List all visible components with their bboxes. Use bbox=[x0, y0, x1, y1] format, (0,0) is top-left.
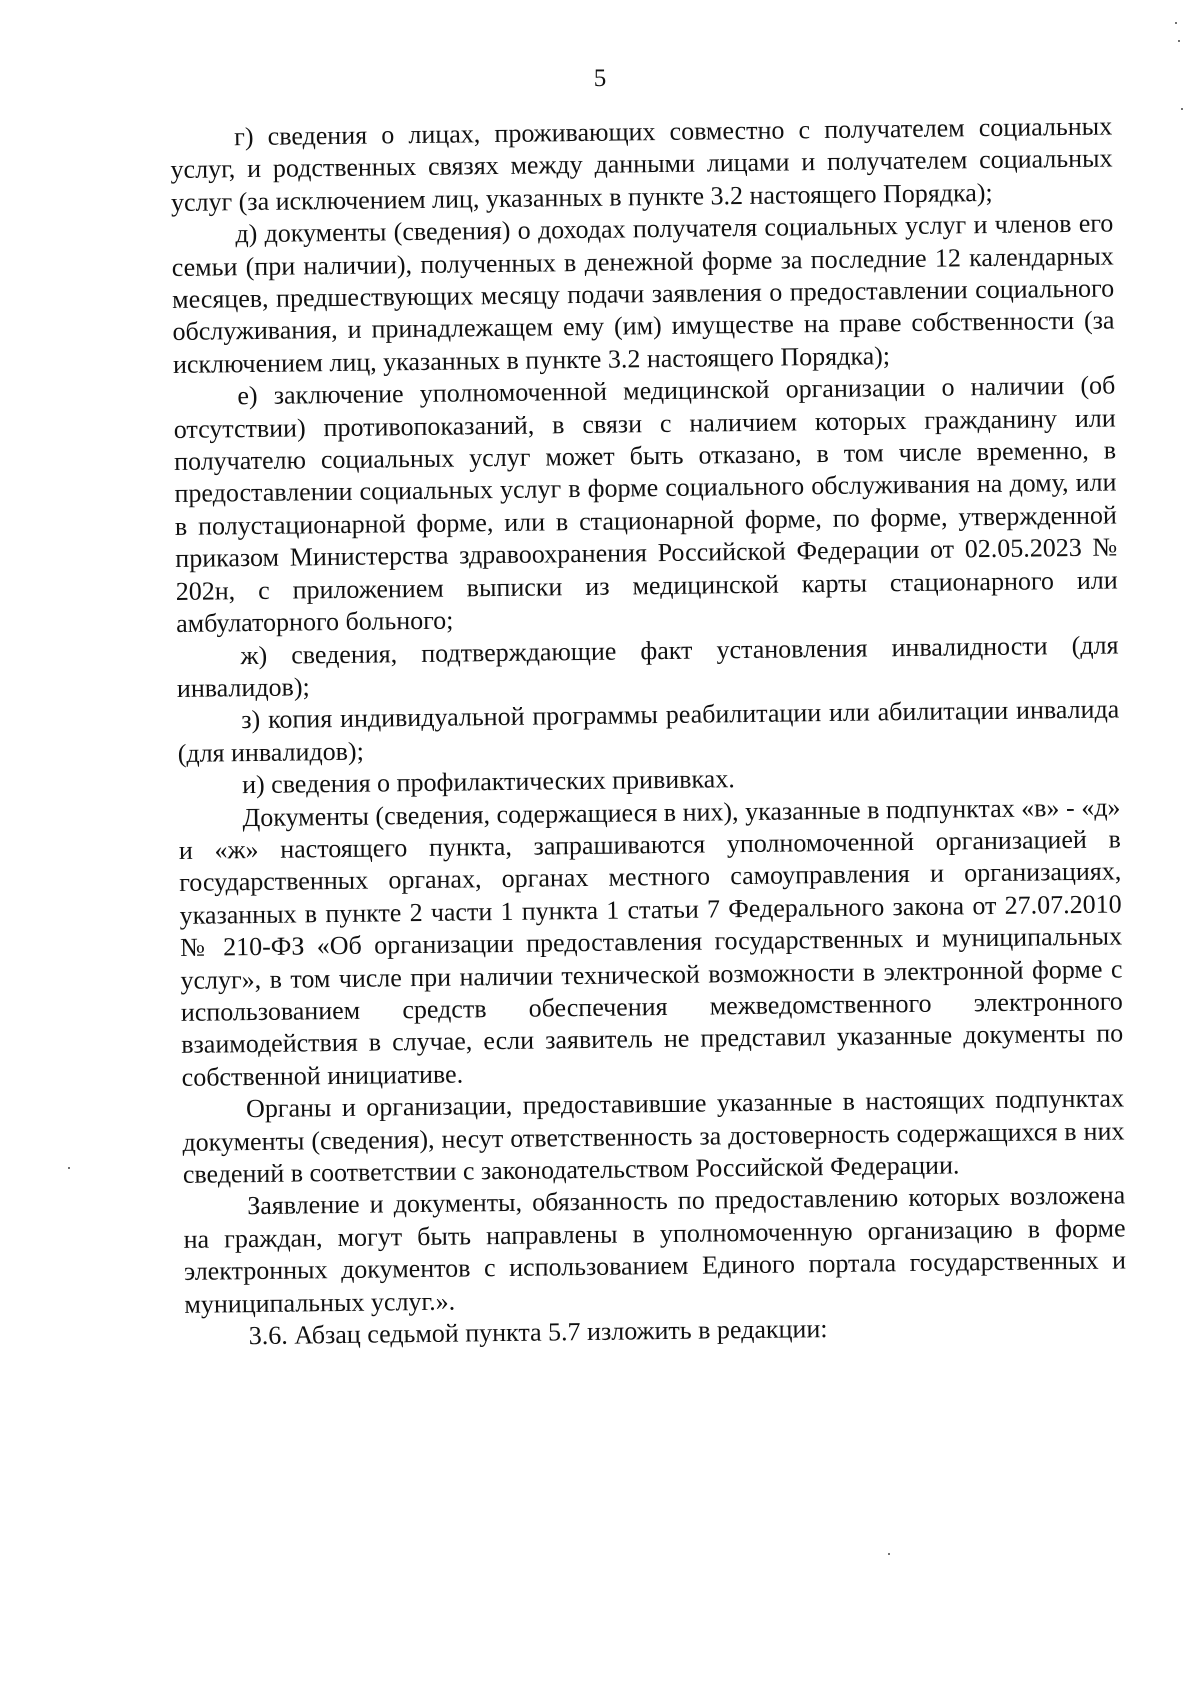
scan-speck bbox=[68, 1167, 70, 1169]
paragraph-documents-request: Документы (сведения, содержащиеся в них), указанные в подпунктах «в» - «д» и «ж» настоящего пункта, запрашиваются уполномоченной организацией в государственных органах, органах местного самоуправления и организациях, указанных в пункте 2 части 1 пункта 1 статьи 7 Федерального закона от 27.07.2010 № 210-ФЗ «Об организации предоставления государственных и муниципальных услуг», в том числе при наличии технической возможности в электронной форме с использованием средств обеспечения межведомственного электронного взаимодействия в случае, если заявитель не представил указанные документы по собственной инициативе. bbox=[178, 791, 1124, 1092]
scan-speck bbox=[1181, 108, 1183, 110]
paragraph-z: з) копия индивидуальной программы реабилитации или абилитации инвалида (для инвалидов); bbox=[177, 694, 1120, 768]
document-body bbox=[170, 110, 1127, 1353]
paragraph-i: и) сведения о профилактических прививках. bbox=[241, 764, 735, 800]
paragraph-responsibility: Органы и организации, предоставившие указанные в настоящих подпунктах документы (сведения), несут ответственность за достоверность содержащихся в них сведений в соответствии с законодательством Российской Федерации. bbox=[182, 1083, 1125, 1189]
scan-speck bbox=[1175, 22, 1177, 24]
paragraph-e: е) заключение уполномоченной медицинской организации о наличии (об отсутствии) противопоказаний, в связи с наличием которых гражданину или получателю социальных услуг может быть отказано, в том числе временно, в предоставлении социальных услуг в форме социального обслуживания на дому, или в полустационарной форме, или в стационарной форме, по форме, утвержденной приказом Министерства здравоохранения Российской Федерации от 02.05.2023 № 202н, с приложением выписки из медицинской карты стационарного или амбулаторного больного; bbox=[173, 370, 1118, 639]
paragraph-electronic-submission: Заявление и документы, обязанность по предоставлению которых возложена на граждан, могут быть направлены в уполномоченную организацию в форме электронных документов с использованием Единого портала государственных и муниципальных услуг.». bbox=[183, 1180, 1127, 1319]
scan-speck bbox=[888, 1553, 890, 1555]
page-number: 5 bbox=[593, 65, 607, 92]
paragraph-3-6: 3.6. Абзац седьмой пункта 5.7 изложить в редакции: bbox=[248, 1314, 828, 1351]
paragraph-zh: ж) сведения, подтверждающие факт установления инвалидности (для инвалидов); bbox=[176, 629, 1119, 703]
paragraph-d: д) документы (сведения) о доходах получателя социальных услуг и членов его семьи (при наличии), полученных в денежной форме за последние 12 календарных месяцев, предшествующих месяцу подачи заявления о предоставлении социального обслуживания, и принадлежащем ему (им) имуществе на праве собственности (за исключением лиц, указанных в пункте 3.2 настоящего Порядка); bbox=[171, 208, 1115, 379]
scan-speck bbox=[1178, 40, 1180, 42]
paragraph-g: г) сведения о лицах, проживающих совместно с получателем социальных услуг, и родственных связях между данными лицами и получателем социальных услуг (за исключением лиц, указанных в пункте 3.2 настоящего Порядка); bbox=[170, 111, 1113, 217]
